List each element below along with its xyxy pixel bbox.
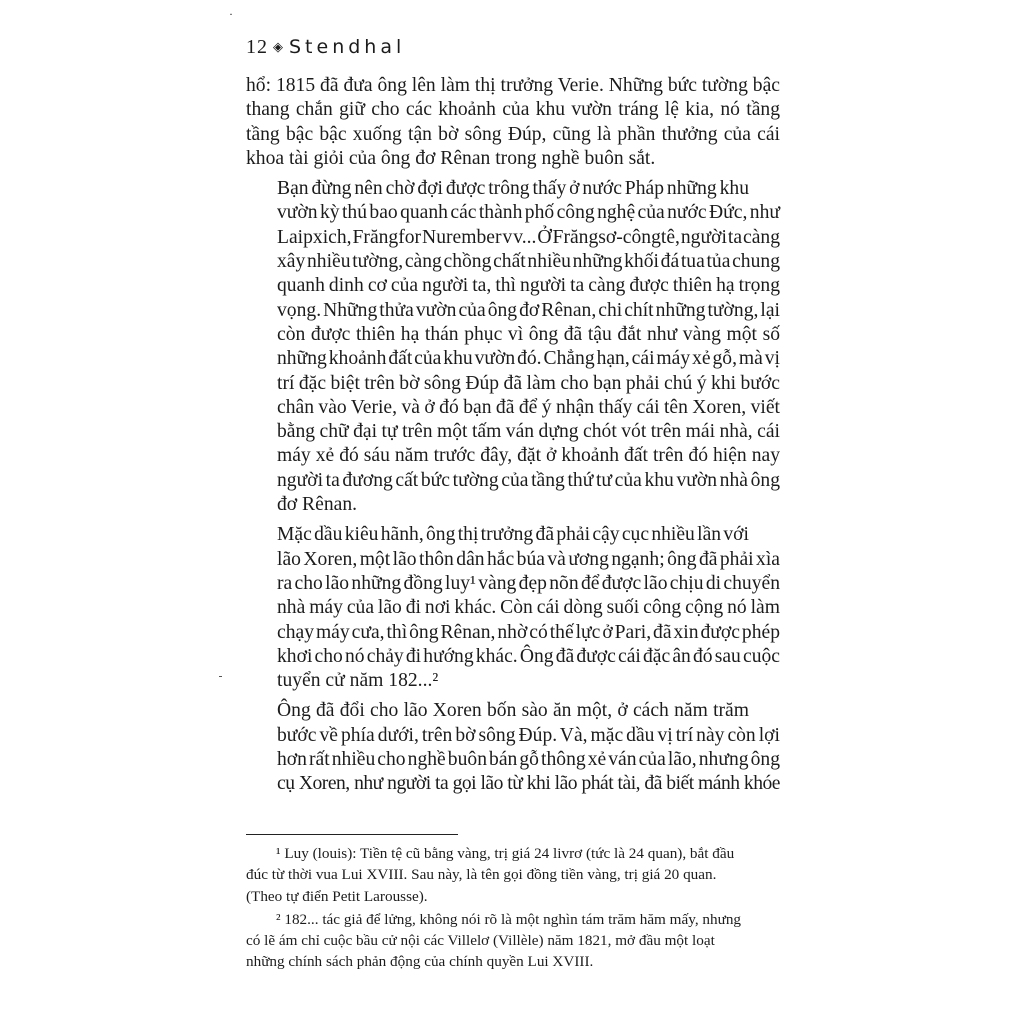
text-line: Mặc dầu kiêu hãnh, ông thị trưởng đã phải cậy cục nhiều lần với — [277, 524, 749, 546]
text-line: khoa tài giỏi của ông đơ Rênan trong nghề buôn sắt. — [246, 147, 656, 169]
text-line: Bạn đừng nên chờ đợi được trông thấy ở nước Pháp những khu — [277, 178, 749, 200]
diamond-ornament-icon: ◈ — [273, 39, 283, 54]
text-line: tầng bậc bậc xuống tận bờ sông Đúp, cũng là phần thưởng của cái — [246, 123, 780, 145]
text-line: khơi cho nó chảy đi hướng khác. Ông đã được cái đặc ân đó sau cuộc — [277, 645, 780, 667]
margin-mark — [219, 676, 222, 677]
text-line: đơ Rênan. — [277, 494, 358, 516]
footnote-line: những chính sách phản động của chính quyền Lui XVIII. — [246, 953, 594, 971]
ink-speck: · — [229, 7, 233, 21]
text-line: còn được thiên hạ thán phục vì ông đã tậu đắt như vàng một số — [277, 323, 780, 345]
text-line: những khoảnh đất của khu vườn đó. Chẳng hạn, cái máy xẻ gỗ, mà vị — [277, 348, 780, 370]
paragraph — [246, 177, 780, 517]
text-line: quanh dinh cơ của người ta, thì người ta càng được thiên hạ trọng — [277, 275, 780, 297]
page-number: 12 — [246, 35, 268, 58]
text-line: chạy máy cưa, thì ông Rênan, nhờ có thế lực ở Pari, đã xin được phép — [277, 621, 780, 643]
text-line: hơn rất nhiều cho nghề buôn bán gỗ thông xẻ ván của lão, nhưng ông — [277, 749, 780, 771]
text-line: Laipxich, Frăngfor Nurember v v... Ở Frăngsơ-côngtê, người ta càng — [277, 226, 780, 248]
footnote-line: ² 182... tác giả để lửng, không nói rõ là một nghìn tám trăm hăm mấy, nhưng — [276, 910, 742, 928]
text-line: ra cho lão những đồng luy¹ vàng đẹp nõn để được lão chịu di chuyển — [277, 572, 780, 594]
text-line: Ông đã đổi cho lão Xoren bốn sào ăn một, ở cách năm trăm — [277, 700, 749, 722]
paragraph — [246, 74, 780, 171]
text-line: lão Xoren, một lão thôn dân hắc búa và ương ngạnh; ông đã phải xìa — [277, 548, 780, 570]
text-line: vườn kỳ thú bao quanh các thành phố công nghệ của nước Đức, như — [277, 202, 780, 224]
footnote — [246, 843, 780, 907]
footnote-line: ¹ Luy (louis): Tiền tệ cũ bằng vàng, trị giá 24 livrơ (tức là 24 quan), bắt đầu — [276, 845, 735, 862]
main-text — [246, 74, 780, 797]
text-line: chân vào Verie, và ở đó bạn đã để ý nhận thấy cái tên Xoren, viết — [277, 396, 780, 418]
text-line: hổ: 1815 đã đưa ông lên làm thị trưởng Verie. Những bức tường bậc — [246, 75, 780, 96]
text-line: tuyển cử năm 182...² — [277, 670, 439, 692]
text-line: máy xẻ đó sáu năm trước đây, đặt ở khoảnh đất trên đó hiện nay — [277, 445, 780, 467]
footnote-line: đúc từ thời vua Lui XVIII. Sau này, là tên gọi đồng tiền vàng, trị giá 20 quan. — [246, 866, 717, 884]
text-line: bằng chữ đại tự trên một tấm ván dựng chót vót trên mái nhà, cái — [277, 421, 780, 443]
text-line: nhà máy của lão đi nơi khác. Còn cái dòng suối công cộng nó làm — [277, 597, 780, 619]
author-title: Stendhal — [289, 36, 406, 58]
paragraph — [246, 699, 780, 796]
footnote-line: (Theo tự điển Petit Larousse). — [246, 887, 428, 905]
footnote-line: có lẽ ám chỉ cuộc bầu cử nội các Villelơ (Villèle) năm 1821, mở đầu một loạt — [246, 932, 715, 950]
text-line: vọng. Những thửa vườn của ông đơ Rênan, chi chít những tường, lại — [277, 299, 780, 321]
footnote-rule — [246, 834, 458, 835]
footnote — [246, 909, 780, 973]
paragraph — [246, 523, 780, 693]
text-line: cụ Xoren, như người ta gọi lão từ khi lão phát tài, đã biết mánh khóe — [277, 773, 780, 795]
text-line: thang chắn giữ cho các khoảnh của khu vườn tráng lệ kia, nó tầng — [246, 99, 780, 121]
text-line: người ta đương cất bức tường của tầng thứ tư của khu vườn nhà ông — [277, 469, 780, 491]
text-line: trí đặc biệt trên bờ sông Đúp đã làm cho bạn phải chú ý khi bước — [277, 372, 780, 394]
footnotes — [246, 843, 780, 973]
text-line: xây nhiều tường, càng chồng chất nhiều những khối đá tua tủa chung — [277, 251, 780, 273]
text-line: bước về phía dưới, trên bờ sông Đúp. Và, mặc dầu vị trí này còn lợi — [277, 724, 780, 746]
running-header — [246, 33, 405, 61]
